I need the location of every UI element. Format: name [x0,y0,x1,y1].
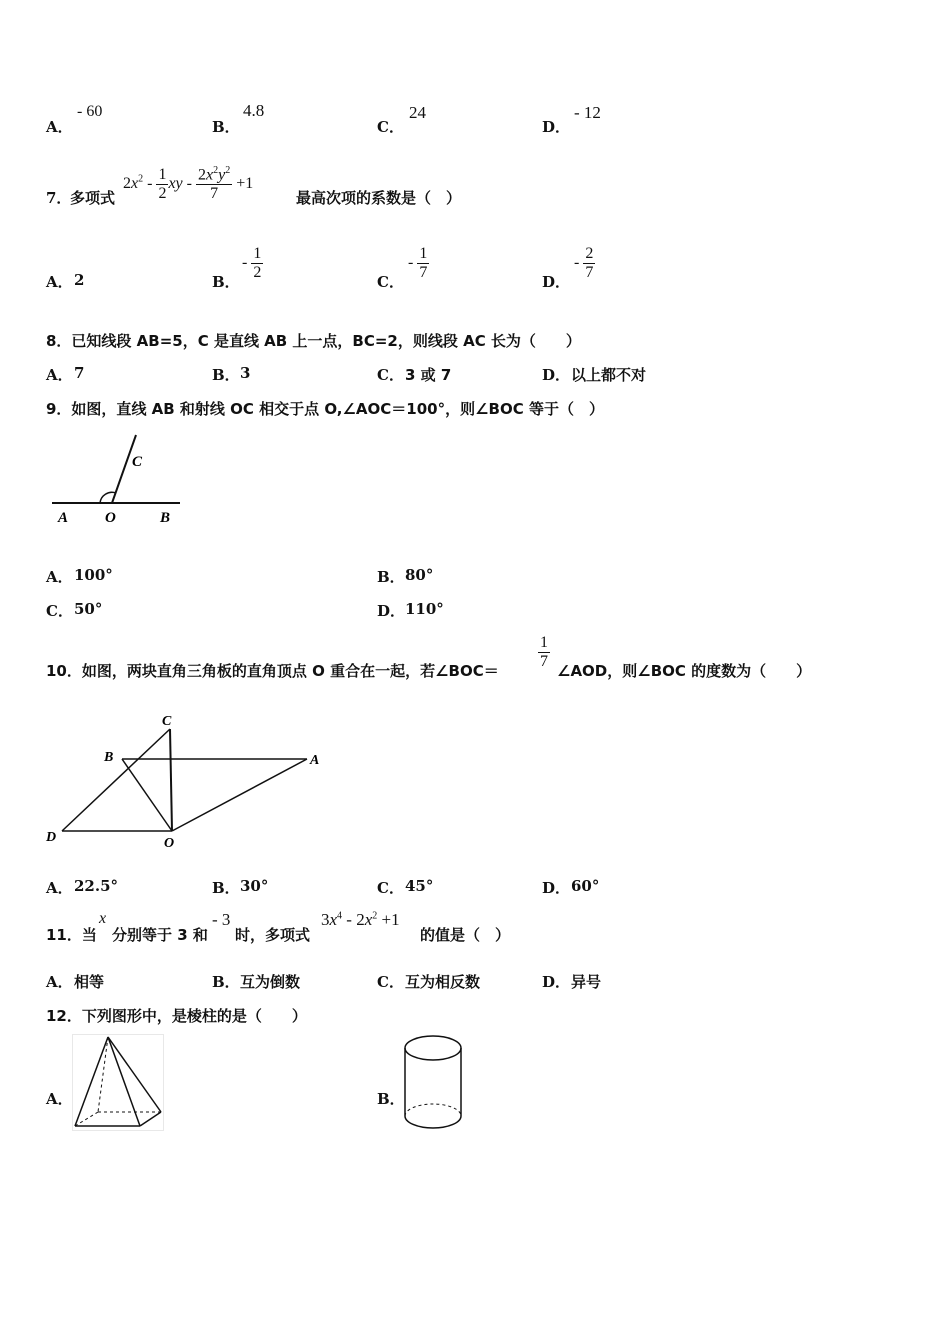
q9-label-b: B [160,510,171,526]
q10-line-dc [62,729,170,831]
q9-option-c-label: C． [46,602,73,620]
q10-option-b-label: B． [212,879,240,897]
q10-line-bo [122,759,172,831]
q10-option-c-value: 45° [405,877,434,895]
q9-option-c-value: 50° [74,600,103,618]
q9-label-c: C [132,454,143,470]
q8-option-c-value: 3 或 7 [405,366,452,384]
q9-option-b-label: B． [377,568,405,586]
q10-label-a: A [310,753,320,768]
q7-suffix: 最高次项的系数是（ ） [296,189,462,207]
q8-text: 8．已知线段 AB=5，C 是直线 AB 上一点，BC=2，则线段 AC 长为（ ） [46,332,581,350]
q11-polynomial: $3x^4 - 2x^2 +1$ [321,910,400,929]
q10-option-a-value: 22.5° [74,877,119,895]
q9-label-o: O [105,510,116,526]
q11-mid1: 分别等于 3 和 [112,926,208,944]
q6-option-d-label: D． [542,118,571,136]
q9-option-d-label: D． [377,602,406,620]
q9-option-b-value: 80° [405,566,434,584]
q11-var-x: x [99,910,107,927]
q6-option-a-value: - 60 [77,103,103,120]
q9-option-d-value: 110° [405,600,444,618]
q11-suffix: 的值是（ ） [420,926,511,944]
q7-option-d-label: D． [542,273,571,291]
q10-option-d-label: D． [542,879,571,897]
q8-option-d-label: D． [542,366,571,384]
q11-mid2: 时，多项式 [235,926,311,944]
q7-option-c-label: C． [377,273,404,291]
q10-line-co [170,729,172,831]
q11-neg-three: - 3 [212,910,231,929]
q10-fraction: $\frac{1}{7}$ [540,634,548,670]
q11-option-d-label: D． [542,973,571,991]
q10-label-d: D [46,830,57,845]
q6-option-a-label: A． [46,118,73,136]
q9-text: 9．如图，直线 AB 和射线 OC 相交于点 O,∠AOC＝100°，则∠BOC 等于（ ） [46,400,604,418]
q12-option-b-cylinder [401,1032,465,1132]
q7-prefix: 多项式 [70,189,116,207]
q6-option-c-label: C． [377,118,404,136]
q9-figure-angle [46,430,186,530]
q7-polynomial: $2x^2$ - $\frac{1}{2}$ xy - $\frac{2x^2y^2}{7}$ +1 [123,165,254,203]
q11-option-a-value: 相等 [74,973,105,991]
q7-fraction-2: $\frac{2x^2y^2}{7}$ [197,165,231,203]
q7-fraction-1: $\frac{1}{2}$ [158,165,167,202]
q7-option-b-label: B． [212,273,240,291]
q10-label-o: O [164,836,175,851]
q10-option-d-value: 60° [571,877,600,895]
q7-option-a-value: 2 [74,271,85,289]
q6-option-b-label: B． [212,118,240,136]
q8-option-b-value: 3 [240,364,251,382]
q11-option-c-value: 互为相反数 [405,973,481,991]
q10-line-oa [172,759,307,831]
q7-option-b-value: - $\frac{1}{2}$ [242,245,262,281]
q10-text-after: ∠AOD，则∠BOC 的度数为（ ） [557,662,812,680]
q10-option-b-value: 30° [240,877,269,895]
q8-option-b-label: B． [212,366,240,384]
q8-option-c-label: C． [377,366,404,384]
q6-option-b-value: 4.8 [243,101,265,120]
q12-option-a-pyramid [72,1034,164,1131]
q9-option-a-label: A． [46,568,73,586]
q11-prefix: 11．当 [46,926,97,944]
q7-number: 7． [46,189,72,207]
q7-option-c-value: - $\frac{1}{7}$ [408,245,428,281]
q10-text-before: 10．如图，两块直角三角板的直角顶点 O 重合在一起，若∠BOC＝ [46,662,499,680]
q8-option-a-label: A． [46,366,73,384]
q6-option-c-value: 24 [409,103,426,122]
q9-option-a-value: 100° [74,566,113,584]
q11-option-c-label: C． [377,973,404,991]
q8-option-d-value: 以上都不对 [571,366,647,384]
q11-option-d-value: 异号 [571,973,602,991]
q8-option-a-value: 7 [74,364,85,382]
q12-text: 12．下列图形中，是棱柱的是（ ） [46,1007,307,1025]
q7-option-d-value: - $\frac{2}{7}$ [574,245,594,281]
q11-option-b-value: 互为倒数 [240,973,301,991]
q12-option-b-label: B． [377,1090,405,1108]
q6-option-d-value: - 12 [574,103,601,122]
q9-label-a: A [58,510,69,526]
q10-figure-triangles [40,710,330,855]
q12-option-a-label: A． [46,1090,73,1108]
q10-label-b: B [104,750,114,765]
q7-option-a-label: A． [46,273,73,291]
q10-option-a-label: A． [46,879,73,897]
q10-option-c-label: C． [377,879,404,897]
q11-option-a-label: A． [46,973,73,991]
q10-label-c: C [162,714,172,729]
q11-option-b-label: B． [212,973,240,991]
